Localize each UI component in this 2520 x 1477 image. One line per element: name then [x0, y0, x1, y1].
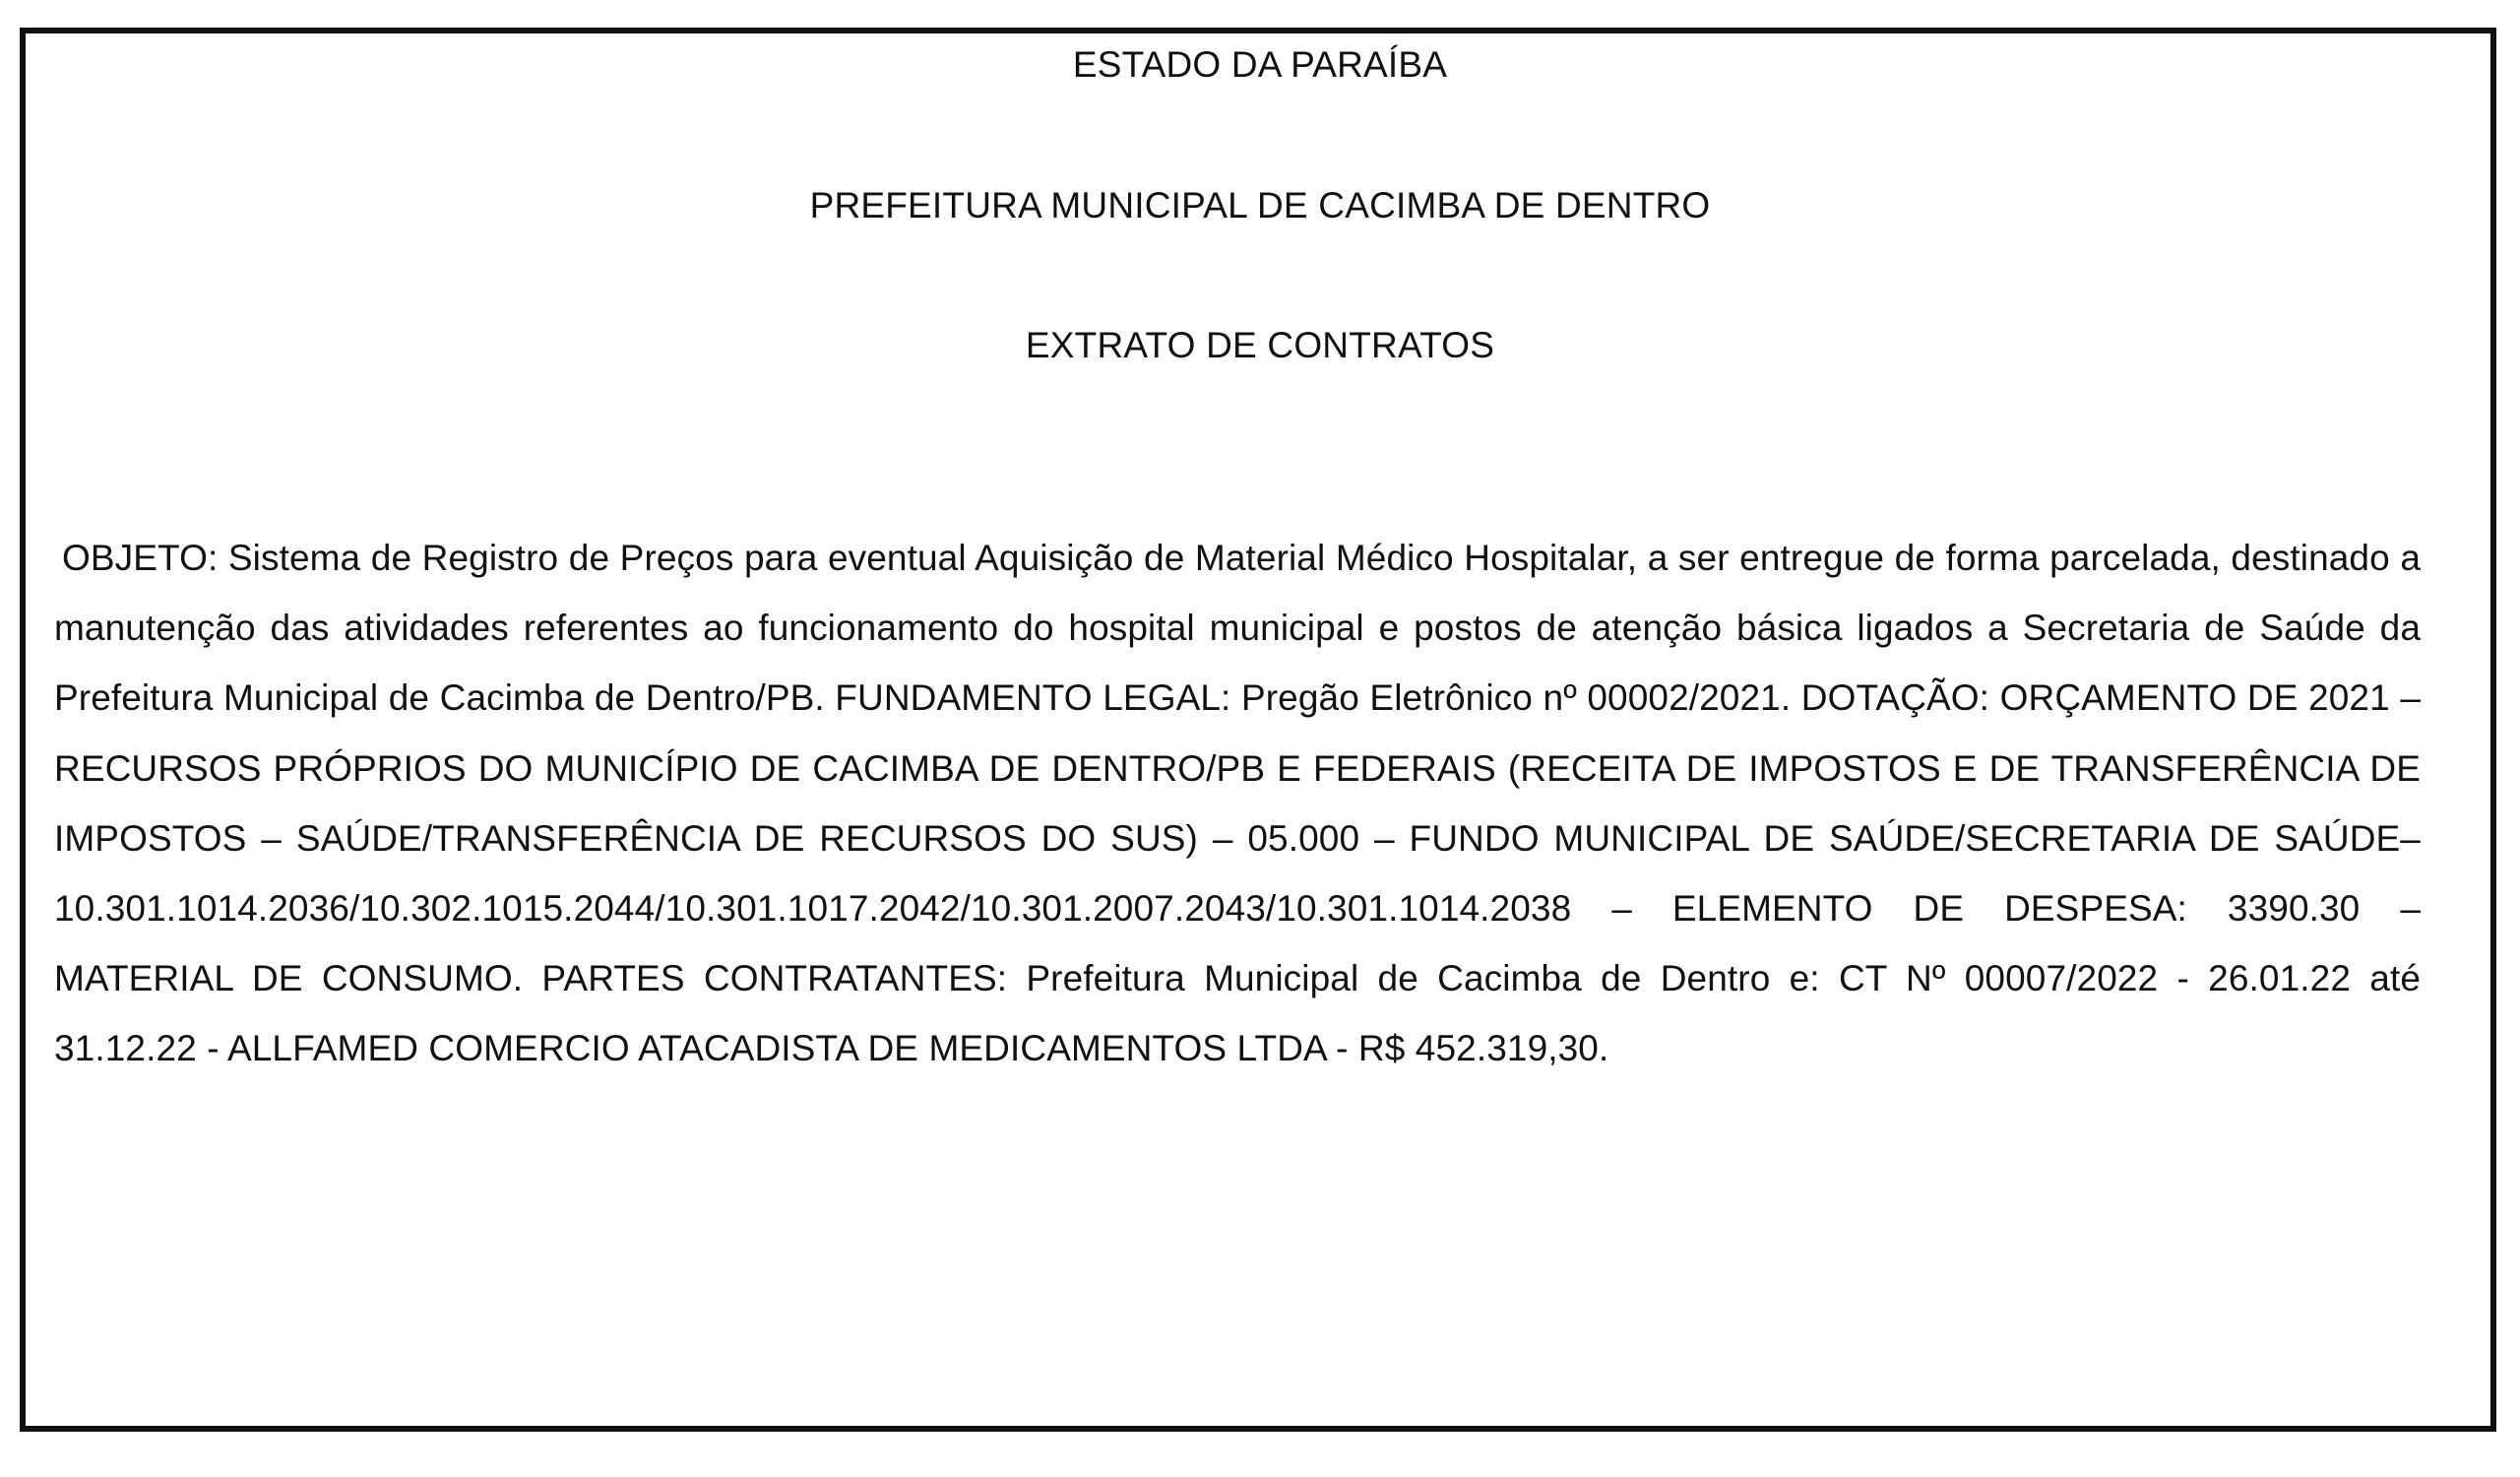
contract-extract-paragraph: OBJETO: Sistema de Registro de Preços para eventual Aquisição de Material Médico Hospitalar, a ser entregue de forma parcelada, destinado a manutenção das atividades referentes ao funcionamento do hospital municipal e postos de atenção básica ligados a Secretaria de Saúde da Prefeitura Municipal de Cacimba de Dentro/PB. FUNDAMENTO LEGAL: Pregão Eletrônico nº 00002/2021. DOTAÇÃO: ORÇAMENTO DE 2021 – RECURSOS PRÓPRIOS DO MUNICÍPIO DE CACIMBA DE DENTRO/PB E FEDERAIS (RECEITA DE IMPOSTOS E DE TRANSFERÊNCIA DE IMPOSTOS – SAÚDE/TRANSFERÊNCIA DE RECURSOS DO SUS) – 05.000 – FUNDO MUNICIPAL DE SAÚDE/SECRETARIA DE SAÚDE– 10.301.1014.2036/10.302.1015.2044/10.301.1017.2042/10.301.2007.2043/10.301.1014.2038 – ELEMENTO DE DESPESA: 3390.30 – MATERIAL DE CONSUMO. PARTES CONTRATANTES: Prefeitura Municipal de Cacimba de Dentro e: CT Nº 00007/2022 - 26.01.22 até 31.12.22 - ALLFAMED COMERCIO ATACADISTA DE MEDICAMENTOS LTDA - R$ 452.319,30. [54, 538, 2421, 1069]
state-heading: ESTADO DA PARAÍBA [1072, 44, 1448, 85]
municipality-heading: PREFEITURA MUNICIPAL DE CACIMBA DE DENTRO [809, 185, 1711, 225]
document-title: EXTRATO DE CONTRATOS [1025, 325, 1495, 365]
contract-extract-body [54, 523, 2421, 1084]
